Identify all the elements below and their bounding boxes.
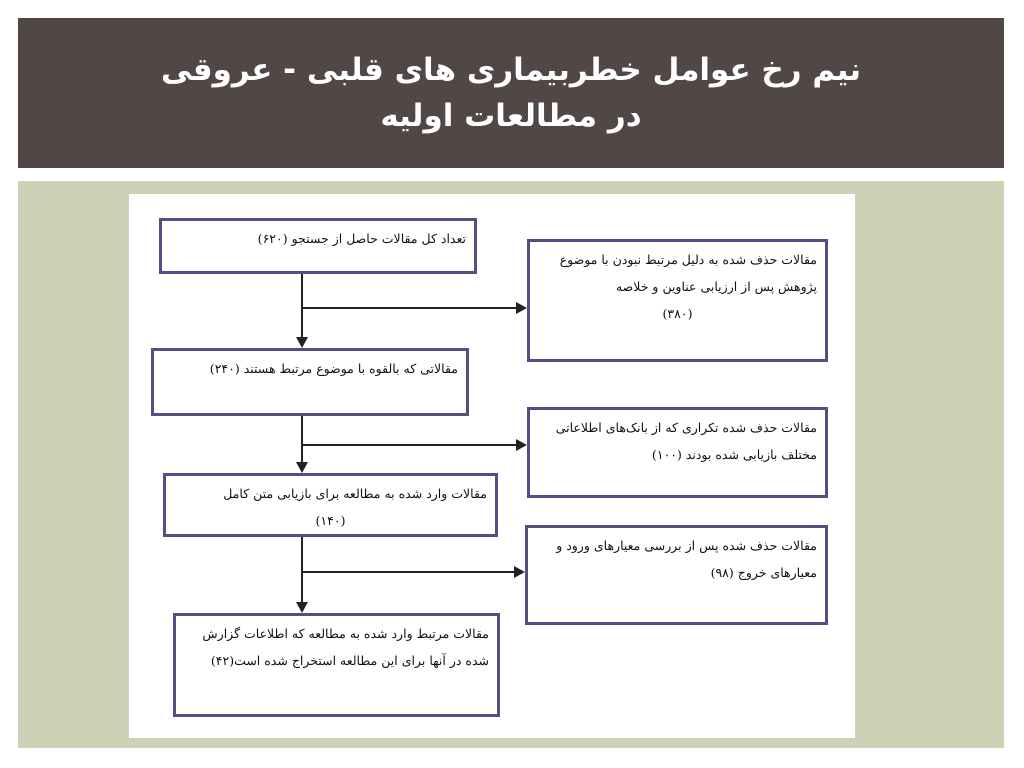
flowchart-figure xyxy=(129,194,855,738)
exclusion-box-1 xyxy=(527,239,828,362)
main-step-box-3 xyxy=(163,473,498,537)
connector-branch-3 xyxy=(302,571,514,573)
exclusion-text: مقالات حذف شده پس از بررسی معیارهای ورود و معیارهای خروج (۹۸) xyxy=(556,538,817,580)
arrow-down-icon xyxy=(296,602,308,613)
exclusion-box-2 xyxy=(527,407,828,498)
exclusion-text: مقالات حذف شده به دلیل مرتبط نبودن با موضوع پژوهش پس از ارزیابی عناوین و خلاصه xyxy=(559,252,817,294)
main-step-text: مقالات وارد شده به مطالعه برای بازیابی متن کامل xyxy=(223,486,487,501)
connector-branch-2 xyxy=(302,444,516,446)
arrow-right-icon xyxy=(516,302,527,314)
connector-vertical-2 xyxy=(301,416,303,462)
arrow-down-icon xyxy=(296,462,308,473)
connector-branch-1 xyxy=(302,307,516,309)
main-step-count: (۱۴۰) xyxy=(315,513,346,528)
title-bar xyxy=(18,18,1004,168)
main-step-text: مقالاتی که بالقوه با موضوع مرتبط هستند (۲۴۰) xyxy=(209,361,458,376)
exclusion-count: (۳۸۰) xyxy=(662,306,693,321)
main-step-text: مقالات مرتبط وارد شده به مطالعه که اطلاعات گزارش شده در آنها برای این مطالعه استخراج شده است(۴۲) xyxy=(202,626,489,668)
arrow-down-icon xyxy=(296,337,308,348)
main-step-text: تعداد کل مقالات حاصل از جستجو (۶۲۰) xyxy=(257,231,466,246)
connector-vertical-3 xyxy=(301,537,303,602)
arrow-right-icon xyxy=(514,566,525,578)
connector-vertical-1 xyxy=(301,274,303,338)
slide-title-line-2: در مطالعات اولیه xyxy=(380,98,642,134)
arrow-right-icon xyxy=(516,439,527,451)
slide-title-line-1: نیم رخ عوامل خطربیماری های قلبی - عروقی xyxy=(160,52,861,88)
main-step-box-4 xyxy=(173,613,500,717)
main-step-box-1 xyxy=(159,218,477,274)
exclusion-box-3 xyxy=(525,525,828,625)
exclusion-text: مقالات حذف شده تکراری که از بانک‌های اطلاعاتی مختلف بازیابی شده بودند (۱۰۰) xyxy=(555,420,817,462)
main-step-box-2 xyxy=(151,348,469,416)
